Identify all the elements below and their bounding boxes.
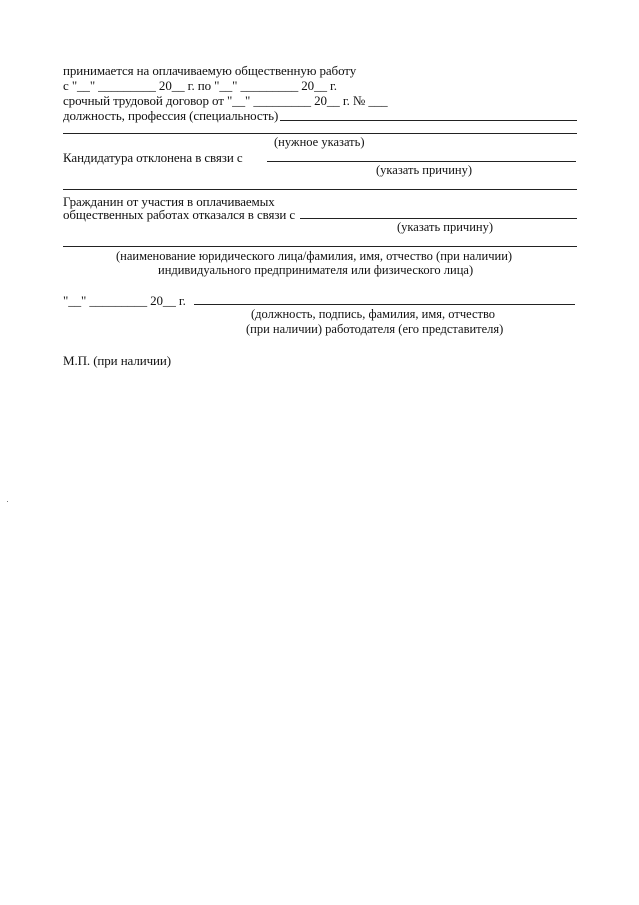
specify-needed-caption: (нужное указать) — [274, 135, 365, 149]
position-label: должность, профессия (специальность) — [63, 108, 279, 123]
rejection-reason-underline — [267, 161, 576, 162]
citizen-refused-label-2: общественных работах отказался в связи с — [63, 207, 296, 222]
signature-caption-2: (при наличии) работодателя (его представителя) — [246, 322, 504, 336]
rejection-reason-caption: (указать причину) — [376, 163, 473, 177]
employer-name-caption-1: (наименование юридического лица/фамилия, имя, отчество (при наличии) — [116, 249, 513, 263]
signature-caption-1: (должность, подпись, фамилия, имя, отчество — [251, 307, 496, 321]
work-period-text: с "__" _________ 20__ г. по "__" _________ 20__ г. — [63, 78, 337, 93]
employer-name-underline — [63, 246, 577, 247]
position-underline — [280, 120, 577, 121]
candidate-rejected-label: Кандидатура отклонена в связи с — [63, 150, 243, 165]
refusal-reason-underline — [300, 218, 577, 219]
refusal-reason-caption: (указать причину) — [397, 220, 494, 234]
citizen-refused-label-1: Гражданин от участия в оплачиваемых — [63, 194, 275, 209]
scan-speck — [7, 501, 8, 502]
employer-name-caption-2: индивидуального предпринимателя или физического лица) — [158, 263, 474, 277]
stamp-label: М.П. (при наличии) — [63, 353, 171, 368]
signature-date-text: "__" _________ 20__ г. — [63, 293, 186, 308]
signature-underline — [194, 304, 575, 305]
position-underline-2 — [63, 133, 577, 134]
rejection-reason-underline-2 — [63, 189, 577, 190]
contract-text: срочный трудовой договор от "__" _________ 20__ г. № ___ — [63, 93, 388, 108]
work-accepted-text: принимается на оплачиваемую общественную работу — [63, 63, 357, 78]
